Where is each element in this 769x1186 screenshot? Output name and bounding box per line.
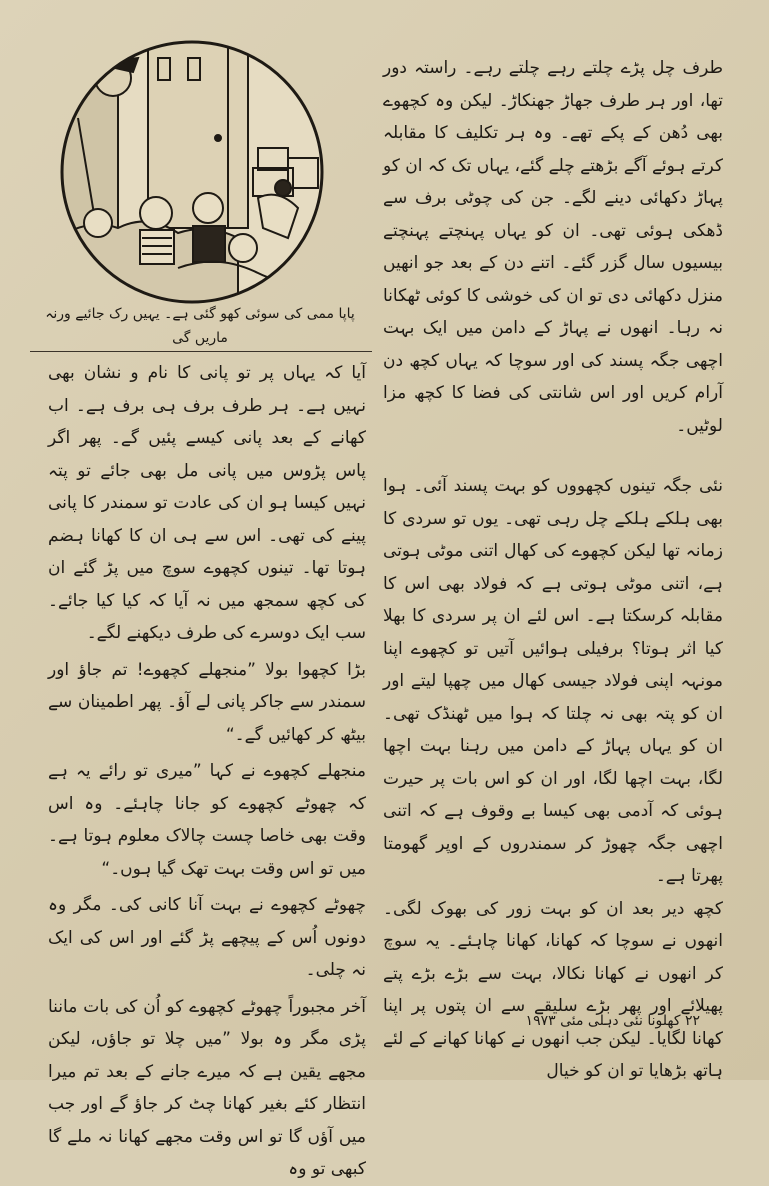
illustration-caption: پاپا ممی کی سوئی کھو گئی ہے۔ یہیں رک جائیے ورنہ ماریں گی	[45, 306, 355, 346]
paragraph: آخر مجبوراً چھوٹے کچھوے کو اُن کی بات ماننا پڑی مگر وہ بولا ”میں چلا تو جاؤں، لیکن مجھے یقین ہے کہ میرے جانے کے بعد تم میرا انتظار کئے بغیر کھانا چٹ کر جاؤ گے اور جب میں آؤں گا تو اس وقت مجھے کھانا نہ ملے گا کبھی تو وہ	[48, 996, 366, 1179]
paragraph: نئی جگہ تینوں کچھووں کو بہت پسند آئی۔ ہوا بھی ہلکے ہلکے چل رہی تھی۔ یوں تو سردی کا زمانہ تھا لیکن کچھوے کی کھال اتنی موٹی ہوتی ہے، اتنی موٹی ہوتی ہے کہ فولاد بھی اس کا مقابلہ کرسکتا ہے۔ اس لئے ان پر سردی کا بھلا کیا اثر ہوتا؟ برفیلی ہوائیں آتیں تو کچھوے اپنا مونہہ اپنی فولاد جیسی کھال میں چھپا لیتے اور ان کو پتہ بھی نہ چلتا کہ ہوا میں ٹھنڈک تھی۔ ان کو یہاں پہاڑ کے دامن میں رہنا بہت اچھا لگا، بہت اچھا لگا، اور ان کو اس بات پر حیرت ہوئی کہ آدمی بھی کیسا بے وقوف ہے کہ اتنی اچھی جگہ چھوڑ کر سمندروں کے اوپر گھومتا پھرتا ہے۔	[383, 476, 723, 886]
paragraph: طرف چل پڑے چلتے رہے چلتے رہے۔ راستہ دور تھا، اور ہر طرف جھاڑ جھنکاڑ۔ لیکن وہ کچھوے بھی دُھن کے پکے تھے۔ وہ ہر تکلیف کا مقابلہ کرتے ہوئے آگے بڑھتے چلے گئے، یہاں تک کہ ان کو پہاڑ دکھائی دینے لگے۔ جن کی چوٹی برف سے ڈھکی ہوئی تھی۔ ان کو یہاں پہنچتے پہنچتے بیسیوں سال گزر گئے۔ اتنے دن کے بعد جو انھیں منزل دکھائی دی تو ان کی خوشی کا کوئی ٹھکانا نہ رہا۔ انھوں نے پہاڑ کے دامن میں ایک بہت اچھی جگہ پسند کی اور سوچا کہ یہاں کچھ دن آرام کریں اور اس شانتی کی فضا کا کچھ مزا لوٹیں۔	[383, 58, 723, 436]
paragraph: چھوٹے کچھوے نے بہت آنا کانی کی۔ مگر وہ دونوں اُس کے پیچھے پڑ گئے اور اس کی ایک نہ چلی۔	[48, 895, 366, 980]
paragraph: آیا کہ یہاں پر تو پانی کا نام و نشان بھی نہیں ہے۔ ہر طرف برف ہی برف ہے۔ اب کھانے کے بعد پانی کیسے پئیں گے۔ پھر اگر پاس پڑوس میں پانی مل بھی جائے تو پتہ نہیں کیسا ہو ان کی عادت تو سمندر کا پانی پینے کی تھی۔ اس سے ہی ان کا کھانا ہضم ہوتا تھا۔ تینوں کچھوے سوچ میں پڑ گئے ان کی کچھ سمجھ میں نہ آیا کہ کیا کیا جائے۔ سب ایک دوسرے کی طرف دیکھنے لگے۔	[48, 363, 366, 643]
paragraph: کچھ دیر بعد ان کو بہت زور کی بھوک لگی۔ انھوں نے سوچا کہ کھانا، کھانا چاہئے۔ یہ سوچ کر انھوں نے کھانا نکالا، بہت سے بڑے بڑے پتے پھیلائے اور پھر بڑے سلیقے سے ان پتوں پر اپنا کھانا لگایا۔ لیکن جب انھوں نے کھانا کھانے کے لئے ہاتھ بڑھایا تو ان کو خیال	[383, 898, 723, 1081]
left-column	[48, 357, 366, 1186]
column-divider	[30, 351, 372, 352]
paragraph: منجھلے کچھوے نے کہا ”میری تو رائے یہ ہے کہ چھوٹے کچھوے کو جانا چاہئے۔ وہ اس وقت بھی خاصا چست چالاک معلوم ہوتا ہے۔ میں تو اس وقت بہت تھک گیا ہوں۔“	[48, 761, 366, 879]
illustration	[58, 38, 326, 306]
page-footer: ۲۲ کھلونا نئی دہلی مئی ۱۹۷۳	[525, 1013, 700, 1029]
right-column	[383, 52, 723, 1088]
paragraph: بڑا کچھوا بولا ”منجھلے کچھوے! تم جاؤ اور سمندر سے جاکر پانی لے آؤ۔ پھر اطمینان سے بیٹھ کر کھائیں گے۔“	[48, 659, 366, 745]
